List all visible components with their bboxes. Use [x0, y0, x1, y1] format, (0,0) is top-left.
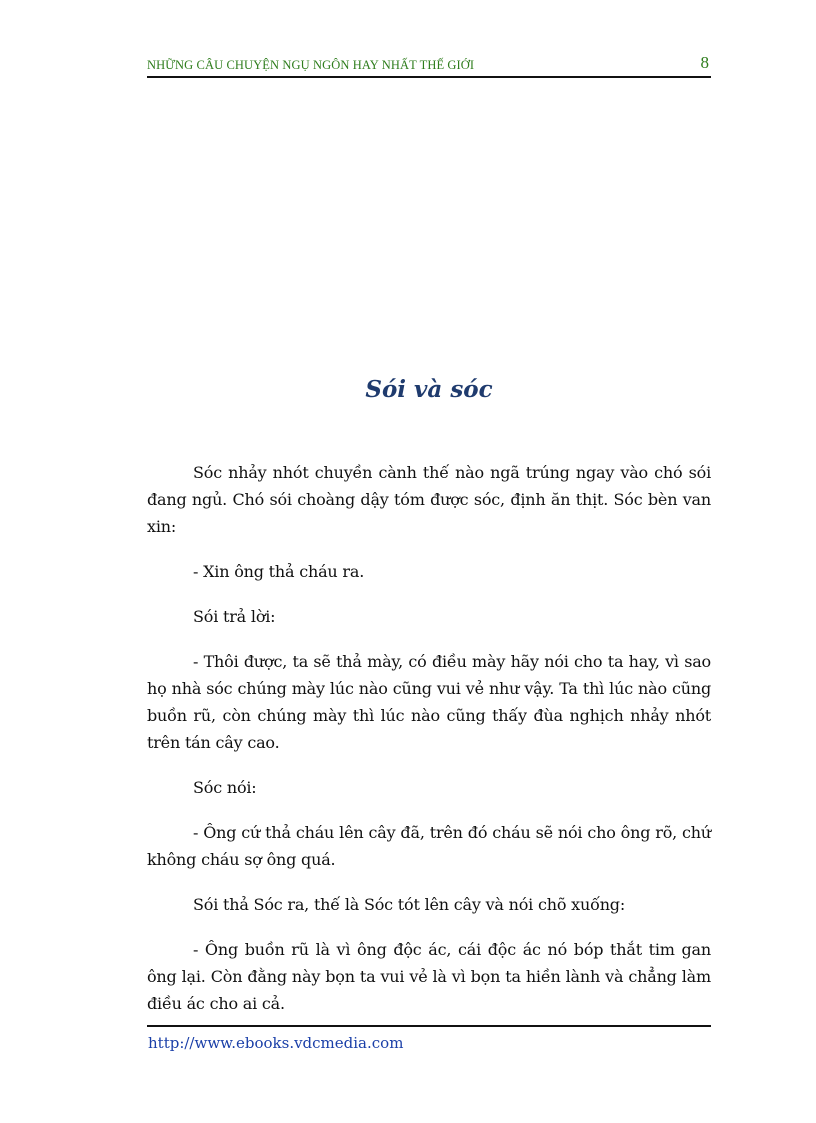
footer-website-link[interactable]: http://www.ebooks.vdcmedia.com	[148, 1034, 404, 1052]
paragraph: Sóc nói:	[193, 778, 257, 797]
page-number: 8	[700, 53, 709, 72]
paragraph: Sói trả lời:	[193, 607, 276, 626]
paragraph: Sói thả Sóc ra, thế là Sóc tót lên cây và nói chõ xuống:	[193, 895, 626, 914]
paragraph: - Ông buồn rũ là vì ông độc ác, cái độc ác nó bóp thắt tim gan ông lại. Còn đằng này bọn ta vui vẻ là vì bọn ta hiền lành và chẳng làm điều ác cho ai cả.	[147, 940, 711, 1013]
page-header	[147, 52, 711, 78]
paragraph: - Thôi được, ta sẽ thả mày, có điều mày hãy nói cho ta hay, vì sao họ nhà sóc chúng mày lúc nào cũng vui vẻ như vậy. Ta thì lúc nào cũng buồn rũ, còn chúng mày thì lúc nào cũng thấy đùa nghịch nhảy nhót trên tán cây cao.	[147, 652, 711, 752]
paragraph: - Ông cứ thả cháu lên cây đã, trên đó cháu sẽ nói cho ông rõ, chứ không cháu sợ ông quá.	[147, 823, 711, 869]
footer-divider	[147, 1025, 711, 1027]
story-body	[147, 459, 711, 1035]
paragraph: - Xin ông thả cháu ra.	[193, 562, 365, 581]
story-title: Sói và sóc	[365, 376, 493, 403]
book-title: NHỮNG CÂU CHUYỆN NGỤ NGÔN HAY NHẤT THẾ GIỚI	[147, 58, 475, 72]
paragraph: Sóc nhảy nhót chuyền cành thế nào ngã trúng ngay vào chó sói đang ngủ. Chó sói choàng dậy tóm được sóc, định ăn thịt. Sóc bèn van xin:	[147, 463, 711, 536]
